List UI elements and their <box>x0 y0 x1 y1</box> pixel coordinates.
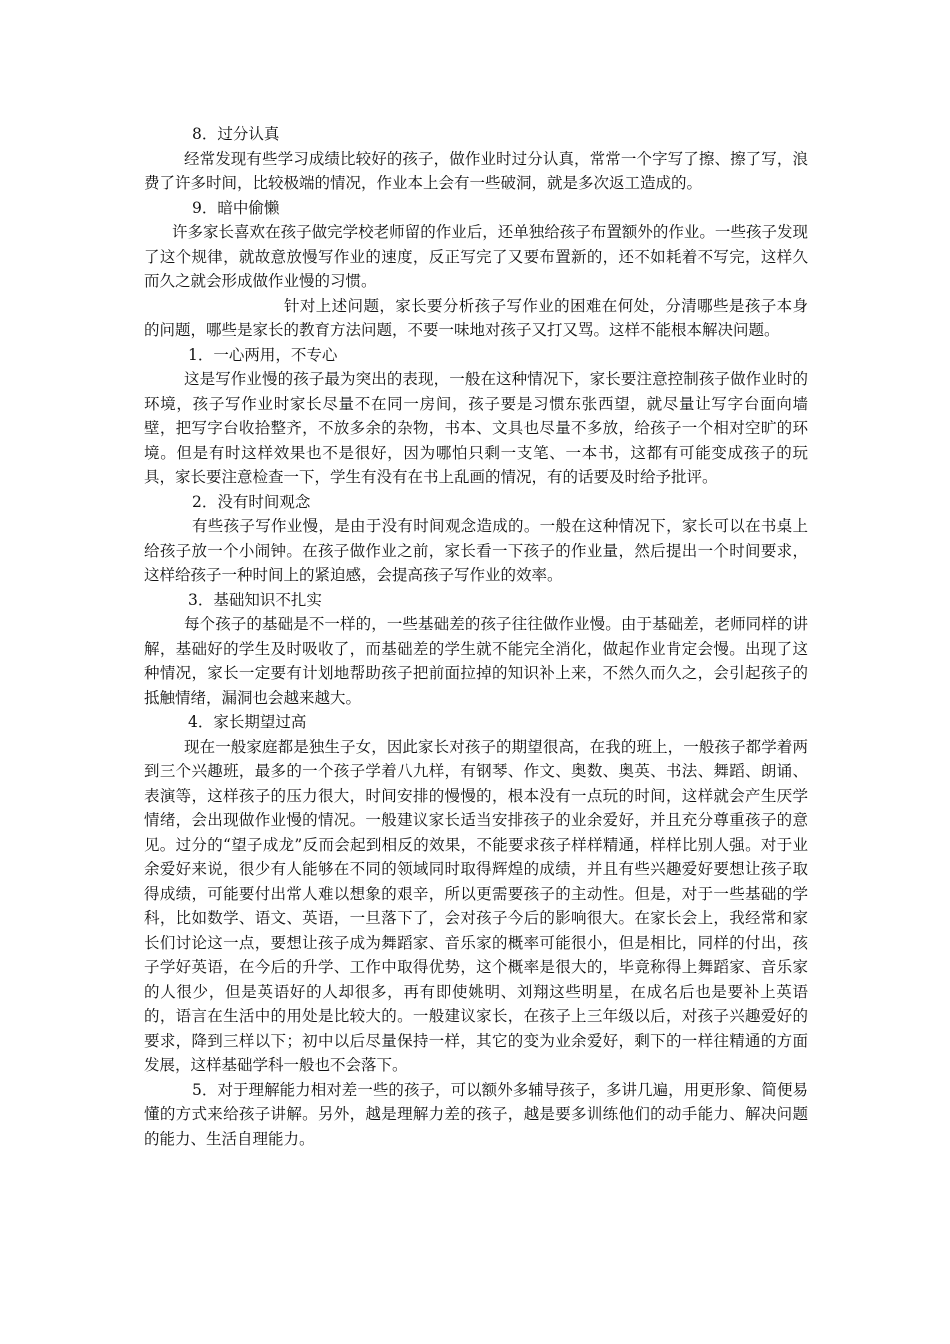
section-heading: 8．过分认真 <box>192 125 280 143</box>
section-heading: 3．基础知识不扎实 <box>188 590 322 609</box>
document-page <box>144 122 808 1151</box>
section-heading: 2．没有时间观念 <box>192 492 311 511</box>
section-paragraph: 许多家长喜欢在孩子做完学校老师留的作业后，还单独给孩子布置额外的作业。一些孩子发现了这个规律，就故意放慢写作业的速度，反正写完了又要布置新的，还不如耗着不写完，这样久而久之就会形成做作业慢的习惯。 <box>144 223 808 290</box>
section-paragraph: 这是写作业慢的孩子最为突出的表现，一般在这种情况下，家长要注意控制孩子做作业时的环境，孩子写作业时家长尽量不在同一房间，孩子要是习惯东张西望，就尽量让写字台面向墙壁，把写字台收拾整齐，不放多余的杂物，书本、文具也尽量不多放，给孩子一个相对空旷的环境。但是有时这样效果也不是很好，因为哪怕只剩一支笔、一本书，这都有可能变成孩子的玩具，家长要注意检查一下，学生有没有在书上乱画的情况，有的话要及时给予批评。 <box>144 370 808 486</box>
closing-paragraph: 5．对于理解能力相对差一些的孩子，可以额外多辅导孩子，多讲几遍，用更形象、简便易懂的方式来给孩子讲解。另外，越是理解力差的孩子，越是要多训练他们的动手能力、解决问题的能力、生活自理能力。 <box>144 1080 808 1148</box>
section-heading: 4．家长期望过高 <box>188 713 307 731</box>
section-paragraph: 有些孩子写作业慢，是由于没有时间观念造成的。一般在这种情况下，家长可以在书桌上给孩子放一个小闹钟。在孩子做作业之前，家长看一下孩子的作业量，然后提出一个时间要求，这样给孩子一种时间上的紧迫感，会提高孩子写作业的效率。 <box>144 517 808 584</box>
section-paragraph: 现在一般家庭都是独生子女，因此家长对孩子的期望很高，在我的班上，一般孩子都学着两到三个兴趣班，最多的一个孩子学着八九样，有钢琴、作文、奥数、奥英、书法、舞蹈、朗诵、表演等，这样孩子的压力很大，时间安排的慢慢的，根本没有一点玩的时间，这样就会产生厌学情绪，会出现做作业慢的情况。一般建议家长适当安排孩子的业余爱好，并且充分尊重孩子的意见。过分的“望子成龙”反而会起到相反的效果，不能要求孩子样样精通，样样比别人强。对于业余爱好来说，很少有人能够在不同的领域同时取得辉煌的成绩，并且有些兴趣爱好要想让孩子取得成绩，可能要付出常人难以想象的艰辛，所以更需要孩子的主动性。但是，对于一些基础的学科，比如数学、语文、英语，一旦落下了，会对孩子今后的影响很大。在家长会上，我经常和家长们讨论这一点，要想让孩子成为舞蹈家、音乐家的概率可能很小，但是相比，同样的付出，孩子学好英语，在今后的升学、工作中取得优势，这个概率是很大的，毕竟称得上舞蹈家、音乐家的人很少，但是英语好的人却很多，再有即使姚明、刘翔这些明星，在成名后也是要补上英语的，语言在生活中的用处是比较大的。一般建议家长，在孩子上三年级以后，对孩子兴趣爱好的要求，降到三样以下；初中以后尽量保持一样，其它的变为业余爱好，剩下的一样往精通的方面发展，这样基础学科一般也不会落下。 <box>144 737 808 1074</box>
section-paragraph: 每个孩子的基础是不一样的，一些基础差的孩子往往做作业慢。由于基础差，老师同样的讲解，基础好的学生及时吸收了，而基础差的学生就不能完全消化，做起作业肯定会慢。出现了这种情况，家长一定要有计划地帮助孩子把前面拉掉的知识补上来，不然久而久之，会引起孩子的抵触情绪，漏洞也会越来越大。 <box>144 615 808 707</box>
section-heading: 9．暗中偷懒 <box>192 198 280 217</box>
section-paragraph: 经常发现有些学习成绩比较好的孩子，做作业时过分认真，常常一个字写了擦、擦了写，浪费了许多时间，比较极端的情况，作业本上会有一些破洞，就是多次返工造成的。 <box>144 149 808 192</box>
summary-paragraph: 针对上述问题，家长要分析孩子写作业的困难在何处，分清哪些是孩子本身的问题，哪些是家长的教育方法问题，不要一味地对孩子又打又骂。这样不能根本解决问题。 <box>144 296 808 339</box>
section-heading: 1．一心两用，不专心 <box>188 345 338 364</box>
